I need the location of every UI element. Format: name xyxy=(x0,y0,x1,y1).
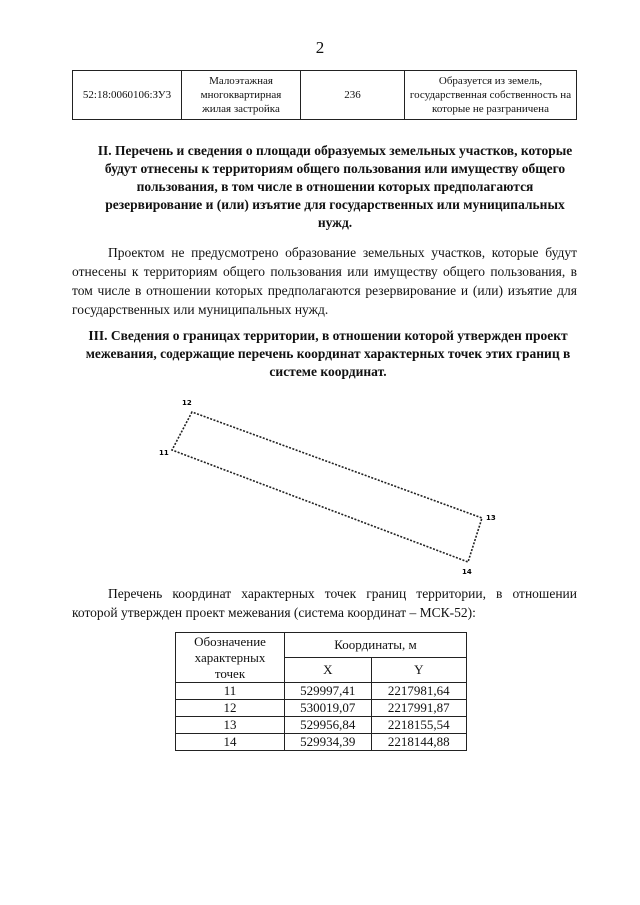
boundary-diagram xyxy=(150,395,510,585)
point-label-14: 14 xyxy=(462,568,472,576)
table-row xyxy=(176,734,467,751)
cell-point: 12 xyxy=(176,700,285,717)
header-point: Обозначение характерных точек xyxy=(176,633,285,683)
area-cell: 236 xyxy=(301,71,405,120)
table-row xyxy=(176,683,467,700)
table-row xyxy=(73,71,577,120)
cell-x: 530019,07 xyxy=(285,700,372,717)
point-label-12: 12 xyxy=(182,399,192,407)
section2-title: II. Перечень и сведения о площади образуемых земельных участков, которые будут отнесены к территориям общего пользования или имуществу общего пользования, в том числе в отношении которых предполагаются резервирование и (или) изъятие для государственных или муниципальных нужд. xyxy=(97,143,573,230)
cell-x: 529956,84 xyxy=(285,717,372,734)
header-coords: Координаты, м xyxy=(285,633,467,658)
section3-intro: Перечень координат характерных точек границ территории, в отношении которой утвержден проект межевания (система координат – МСК-52): xyxy=(72,586,577,620)
coordinates-table xyxy=(175,632,467,751)
cell-point: 11 xyxy=(176,683,285,700)
cell-y: 2218155,54 xyxy=(371,717,466,734)
boundary-polygon xyxy=(172,412,482,562)
cell-point: 14 xyxy=(176,734,285,751)
cell-y: 2217991,87 xyxy=(371,700,466,717)
cell-point: 13 xyxy=(176,717,285,734)
point-label-11: 11 xyxy=(159,449,169,457)
section3-title: III. Сведения о границах территории, в отношении которой утвержден проект межевания, содержащие перечень координат характерных точек этих границ в системе координат. xyxy=(85,328,571,379)
header-y: Y xyxy=(371,658,466,683)
table-header-row xyxy=(176,633,467,658)
use-cell: Малоэтажная многоквартирная жилая застройка xyxy=(182,71,301,120)
note-cell: Образуется из земель, государственная собственность на которые не разграничена xyxy=(405,71,577,120)
cadastral-cell: 52:18:0060106:ЗУ3 xyxy=(73,71,182,120)
parcel-table xyxy=(72,70,577,120)
cell-x: 529934,39 xyxy=(285,734,372,751)
cell-y: 2217981,64 xyxy=(371,683,466,700)
table-row xyxy=(176,700,467,717)
page-number: 2 xyxy=(315,38,325,57)
cell-y: 2218144,88 xyxy=(371,734,466,751)
point-label-13: 13 xyxy=(486,514,496,522)
section2-body: Проектом не предусмотрено образование земельных участков, которые будут отнесены к территориям общего пользования или имуществу общего пользования, в том числе в отношении которых предполагаются резервирование и (или) изъятие для государственных или муниципальных нужд. xyxy=(72,245,577,317)
table-row xyxy=(176,717,467,734)
header-x: X xyxy=(285,658,372,683)
cell-x: 529997,41 xyxy=(285,683,372,700)
